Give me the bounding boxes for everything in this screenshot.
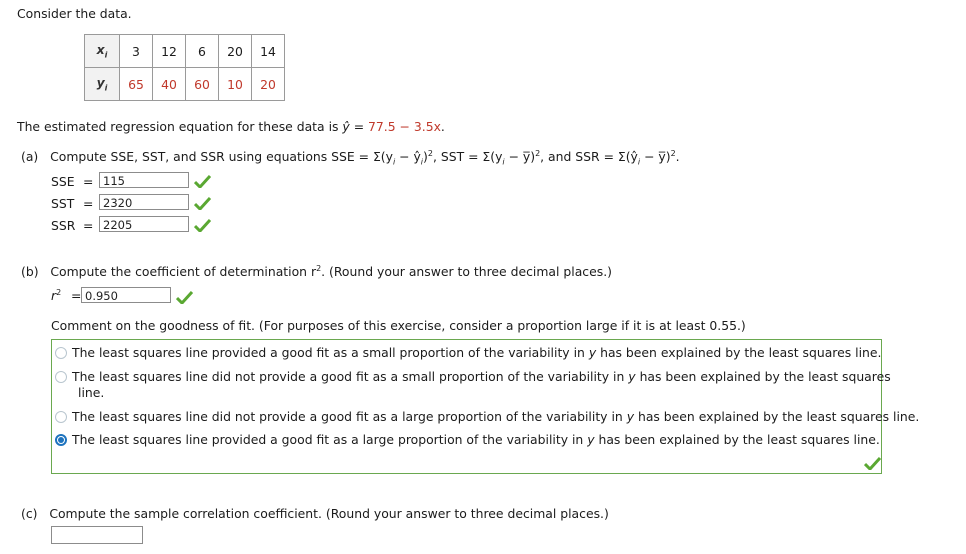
sst-input[interactable]: 2320 bbox=[99, 194, 189, 210]
option-3-text[interactable]: The least squares line did not provide a good fit as a large proportion of the variability in y has been explained by the least squares line. bbox=[72, 409, 920, 424]
x-value: 3 bbox=[120, 35, 153, 68]
ssr-equals: = bbox=[83, 218, 94, 233]
y-value: 60 bbox=[186, 68, 219, 101]
r2-equals: = bbox=[71, 288, 82, 303]
regression-equation: The estimated regression equation for these data is ŷ = 77.5 − 3.5x. bbox=[17, 119, 445, 134]
part-c-prompt: (c) Compute the sample correlation coefficient. (Round your answer to three decimal places.) bbox=[21, 506, 609, 521]
check-icon bbox=[864, 457, 881, 470]
data-table bbox=[84, 34, 285, 101]
part-a-prompt: (a) Compute SSE, SST, and SSR using equations SSE = $\Sigma(y_i$ − $ŷ_i)^2$, SST = $\Sigma(y_i$ − y̅)$^2$, and SSR = $\Sigma(ŷ_i$ − y̅)$^2$. bbox=[21, 149, 680, 167]
option-1-text[interactable]: The least squares line provided a good fit as a small proportion of the variability in y has been explained by the least squares line. bbox=[72, 345, 882, 360]
intro-text: Consider the data. bbox=[17, 6, 132, 21]
sst-equals: = bbox=[83, 196, 94, 211]
sse-input[interactable]: 115 bbox=[99, 172, 189, 188]
check-icon bbox=[194, 219, 211, 232]
goodness-of-fit-comment: Comment on the goodness of fit. (For purposes of this exercise, consider a proportion large if it is at least 0.55.) bbox=[51, 318, 746, 333]
r2-label: $r^2$ bbox=[51, 288, 62, 304]
correlation-input[interactable] bbox=[51, 526, 143, 544]
radio-option-4-selected[interactable] bbox=[55, 434, 67, 446]
x-value: 6 bbox=[186, 35, 219, 68]
ssr-input[interactable]: 2205 bbox=[99, 216, 189, 232]
sst-label: SST bbox=[51, 196, 75, 211]
y-value: 40 bbox=[153, 68, 186, 101]
x-header: $x_i$ bbox=[85, 35, 120, 68]
r2-input[interactable]: 0.950 bbox=[81, 287, 171, 303]
part-b-prompt: (b) Compute the coefficient of determination $r^2$. (Round your answer to three decimal places.) bbox=[21, 264, 612, 280]
y-header: $y_i$ bbox=[85, 68, 120, 101]
x-value: 20 bbox=[219, 35, 252, 68]
y-value: 10 bbox=[219, 68, 252, 101]
option-2-text-cont[interactable]: line. bbox=[78, 385, 105, 400]
ssr-label: SSR bbox=[51, 218, 76, 233]
radio-option-1[interactable] bbox=[55, 347, 67, 359]
x-value: 12 bbox=[153, 35, 186, 68]
sse-label: SSE bbox=[51, 174, 75, 189]
check-icon bbox=[194, 175, 211, 188]
sse-equals: = bbox=[83, 174, 94, 189]
y-value: 65 bbox=[120, 68, 153, 101]
check-icon bbox=[176, 291, 193, 304]
check-icon bbox=[194, 197, 211, 210]
x-value: 14 bbox=[252, 35, 285, 68]
radio-option-2[interactable] bbox=[55, 371, 67, 383]
y-value: 20 bbox=[252, 68, 285, 101]
radio-option-3[interactable] bbox=[55, 411, 67, 423]
option-4-text[interactable]: The least squares line provided a good fit as a large proportion of the variability in y has been explained by the least squares line. bbox=[72, 432, 880, 447]
option-2-text[interactable]: The least squares line did not provide a good fit as a small proportion of the variability in y has been explained by the least squares bbox=[72, 369, 891, 384]
